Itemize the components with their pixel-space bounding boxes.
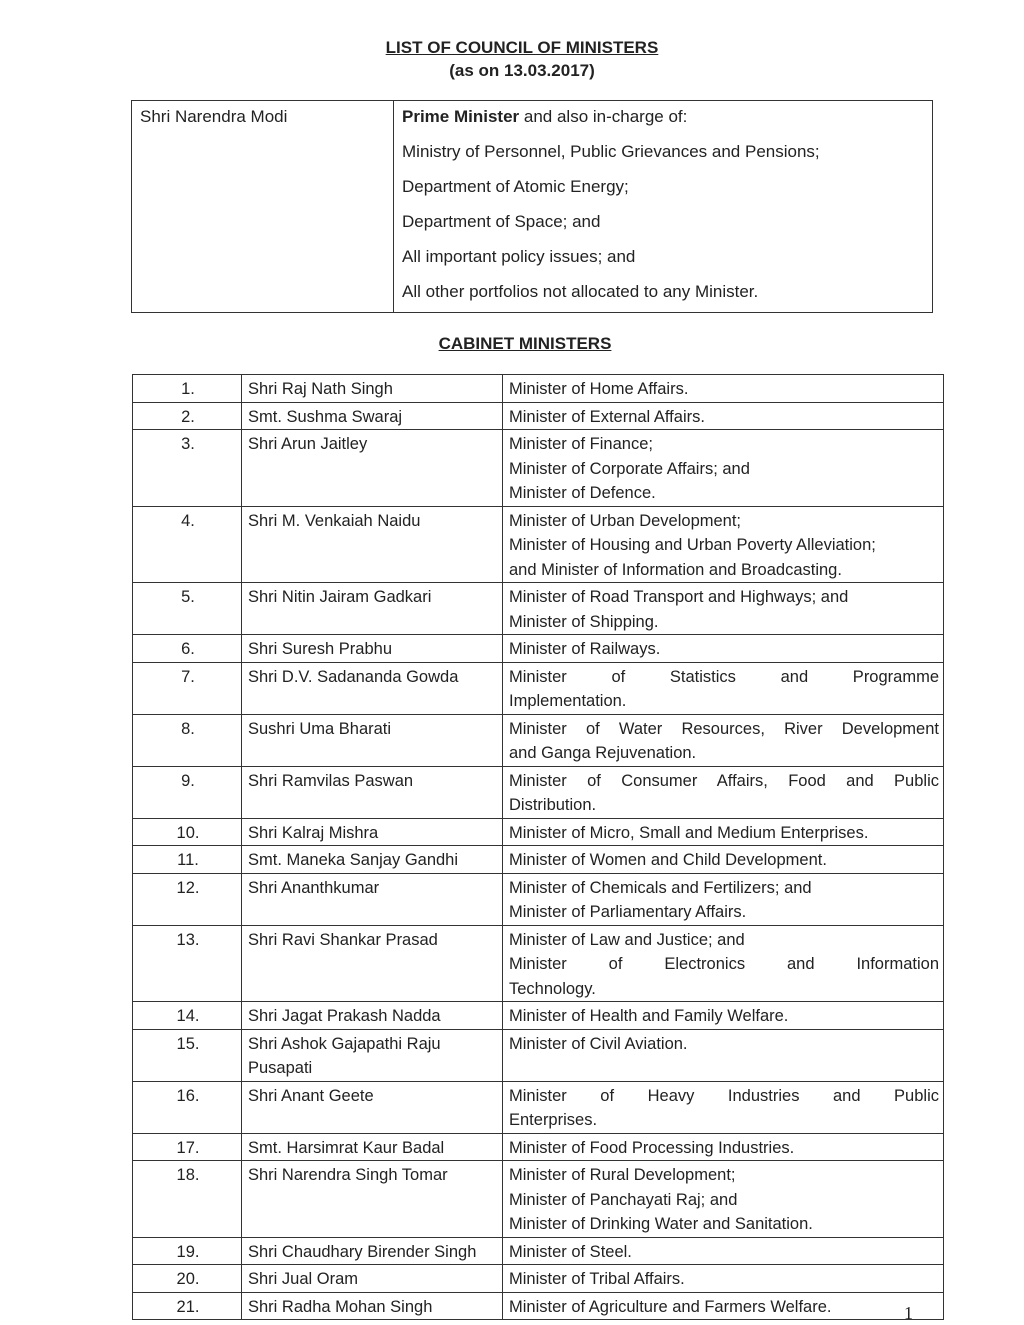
minister-row bbox=[133, 1265, 944, 1293]
portfolio-line: Minister of Parliamentary Affairs. bbox=[509, 903, 747, 921]
pm-name: Shri Narendra Modi bbox=[132, 101, 394, 312]
minister-row bbox=[133, 402, 944, 430]
minister-name: Shri Jagat Prakash Nadda bbox=[242, 1002, 503, 1030]
minister-name: Shri Raj Nath Singh bbox=[242, 375, 503, 403]
portfolio-line: Distribution. bbox=[509, 796, 597, 814]
minister-row bbox=[133, 846, 944, 874]
minister-number: 9. bbox=[133, 766, 242, 818]
minister-portfolio bbox=[503, 1237, 944, 1265]
minister-number: 7. bbox=[133, 662, 242, 714]
portfolio-line: Minister of Home Affairs. bbox=[509, 380, 689, 398]
minister-portfolio bbox=[503, 714, 944, 766]
minister-number: 16. bbox=[133, 1081, 242, 1133]
portfolio-line: Minister of Panchayati Raj; and bbox=[509, 1190, 738, 1209]
minister-name: Shri Jual Oram bbox=[242, 1265, 503, 1293]
portfolio-line: Minister of Defence. bbox=[509, 484, 656, 502]
minister-portfolio bbox=[503, 1292, 944, 1320]
pm-role-line bbox=[402, 105, 932, 140]
minister-row bbox=[133, 1161, 944, 1238]
minister-row bbox=[133, 583, 944, 635]
section-title: CABINET MINISTERS bbox=[438, 334, 612, 353]
minister-number: 8. bbox=[133, 714, 242, 766]
portfolio-line: Minister of Micro, Small and Medium Enterprises. bbox=[509, 823, 869, 842]
minister-row bbox=[133, 506, 944, 583]
portfolio-line: Minister of Steel. bbox=[509, 1242, 632, 1261]
portfolio-line: Implementation. bbox=[509, 692, 627, 710]
portfolio-line: Minister of Shipping. bbox=[509, 612, 659, 631]
minister-number: 20. bbox=[133, 1265, 242, 1293]
minister-row bbox=[133, 1002, 944, 1030]
minister-portfolio bbox=[503, 430, 944, 507]
portfolio-line: and Minister of Information and Broadcasting. bbox=[509, 560, 842, 579]
minister-portfolio bbox=[503, 1002, 944, 1030]
minister-number: 14. bbox=[133, 1002, 242, 1030]
minister-name: Smt. Harsimrat Kaur Badal bbox=[242, 1133, 503, 1161]
minister-name: Smt. Maneka Sanjay Gandhi bbox=[242, 846, 503, 874]
portfolio-line: and Ganga Rejuvenation. bbox=[509, 744, 697, 762]
minister-row bbox=[133, 662, 944, 714]
minister-portfolio bbox=[503, 375, 944, 403]
portfolio-line: Minister of Drinking Water and Sanitation. bbox=[509, 1215, 813, 1233]
portfolio-line: Minister of Railways. bbox=[509, 640, 661, 658]
minister-portfolio bbox=[503, 873, 944, 925]
minister-row bbox=[133, 818, 944, 846]
portfolio-line: Minister of External Affairs. bbox=[509, 407, 705, 426]
minister-portfolio bbox=[503, 846, 944, 874]
minister-portfolio bbox=[503, 1161, 944, 1238]
minister-name: Shri Ananthkumar bbox=[242, 873, 503, 925]
pm-charge: Ministry of Personnel, Public Grievances and Pensions; bbox=[402, 142, 820, 161]
minister-name: Sushri Uma Bharati bbox=[242, 714, 503, 766]
minister-row bbox=[133, 1081, 944, 1133]
minister-number: 11. bbox=[133, 846, 242, 874]
portfolio-line: Minister of Heavy Industries and Public bbox=[509, 1086, 939, 1105]
minister-name: Shri Narendra Singh Tomar bbox=[242, 1161, 503, 1238]
portfolio-line: Minister of Food Processing Industries. bbox=[509, 1138, 795, 1157]
minister-name: Shri Anant Geete bbox=[242, 1081, 503, 1133]
minister-row bbox=[133, 375, 944, 403]
minister-portfolio bbox=[503, 1265, 944, 1293]
minister-number: 21. bbox=[133, 1292, 242, 1320]
minister-name: Shri Ravi Shankar Prasad bbox=[242, 925, 503, 1002]
portfolio-line: Minister of Chemicals and Fertilizers; and bbox=[509, 878, 812, 897]
minister-number: 1. bbox=[133, 375, 242, 403]
prime-minister-box bbox=[131, 100, 933, 313]
pm-roles bbox=[394, 101, 932, 312]
minister-name: Shri Kalraj Mishra bbox=[242, 818, 503, 846]
minister-name: Shri Chaudhary Birender Singh bbox=[242, 1237, 503, 1265]
minister-portfolio bbox=[503, 925, 944, 1002]
portfolio-line: Minister of Women and Child Development. bbox=[509, 851, 827, 869]
portfolio-line: Minister of Law and Justice; and bbox=[509, 930, 745, 949]
minister-number: 2. bbox=[133, 402, 242, 430]
minister-portfolio bbox=[503, 818, 944, 846]
minister-number: 13. bbox=[133, 925, 242, 1002]
portfolio-line: Minister of Corporate Affairs; and bbox=[509, 459, 750, 478]
minister-row bbox=[133, 925, 944, 1002]
portfolio-line: Minister of Housing and Urban Poverty Alleviation; bbox=[509, 536, 876, 554]
minister-number: 10. bbox=[133, 818, 242, 846]
minister-row bbox=[133, 873, 944, 925]
minister-portfolio bbox=[503, 635, 944, 663]
minister-portfolio bbox=[503, 583, 944, 635]
minister-row bbox=[133, 635, 944, 663]
minister-number: 4. bbox=[133, 506, 242, 583]
pm-charge: All important policy issues; and bbox=[402, 247, 636, 266]
portfolio-line: Minister of Urban Development; bbox=[509, 511, 742, 530]
portfolio-line: Technology. bbox=[509, 979, 596, 998]
minister-name: Shri M. Venkaiah Naidu bbox=[242, 506, 503, 583]
minister-portfolio bbox=[503, 402, 944, 430]
minister-number: 3. bbox=[133, 430, 242, 507]
minister-name: Shri Ramvilas Paswan bbox=[242, 766, 503, 818]
document-date: (as on 13.03.2017) bbox=[449, 61, 595, 80]
page-number: 1 bbox=[904, 1303, 913, 1323]
minister-number: 6. bbox=[133, 635, 242, 663]
minister-portfolio bbox=[503, 506, 944, 583]
portfolio-line: Minister of Statistics and Programme bbox=[509, 667, 939, 686]
minister-name: Smt. Sushma Swaraj bbox=[242, 402, 503, 430]
minister-row bbox=[133, 766, 944, 818]
minister-row bbox=[133, 1029, 944, 1081]
minister-name: Shri Arun Jaitley bbox=[242, 430, 503, 507]
minister-portfolio bbox=[503, 1081, 944, 1133]
pm-role-rest: and also in-charge of: bbox=[519, 107, 688, 126]
portfolio-line: Minister of Agriculture and Farmers Welfare. bbox=[509, 1297, 832, 1316]
minister-name: Shri Ashok Gajapathi Raju Pusapati bbox=[242, 1029, 503, 1081]
minister-row bbox=[133, 714, 944, 766]
portfolio-line: Minister of Electronics and Information bbox=[509, 955, 939, 973]
minister-portfolio bbox=[503, 766, 944, 818]
cabinet-ministers-body bbox=[133, 375, 944, 1320]
minister-name: Shri D.V. Sadananda Gowda bbox=[242, 662, 503, 714]
minister-row bbox=[133, 1292, 944, 1320]
minister-number: 19. bbox=[133, 1237, 242, 1265]
minister-name: Shri Nitin Jairam Gadkari bbox=[242, 583, 503, 635]
minister-name: Shri Suresh Prabhu bbox=[242, 635, 503, 663]
portfolio-line: Minister of Finance; bbox=[509, 435, 653, 453]
portfolio-line: Minister of Road Transport and Highways; and bbox=[509, 588, 849, 606]
minister-row bbox=[133, 1237, 944, 1265]
portfolio-line: Minister of Consumer Affairs, Food and Public bbox=[509, 771, 939, 790]
cabinet-ministers-table bbox=[132, 374, 944, 1320]
minister-number: 18. bbox=[133, 1161, 242, 1238]
minister-number: 17. bbox=[133, 1133, 242, 1161]
minister-portfolio bbox=[503, 662, 944, 714]
portfolio-line: Minister of Civil Aviation. bbox=[509, 1034, 688, 1053]
pm-charge: Department of Space; and bbox=[402, 212, 601, 231]
minister-number: 12. bbox=[133, 873, 242, 925]
minister-portfolio bbox=[503, 1133, 944, 1161]
portfolio-line: Enterprises. bbox=[509, 1111, 598, 1129]
portfolio-line: Minister of Tribal Affairs. bbox=[509, 1270, 685, 1288]
pm-charge: Department of Atomic Energy; bbox=[402, 177, 629, 196]
minister-number: 5. bbox=[133, 583, 242, 635]
pm-charge: All other portfolios not allocated to any Minister. bbox=[402, 282, 759, 301]
portfolio-line: Minister of Health and Family Welfare. bbox=[509, 1007, 789, 1025]
minister-name: Shri Radha Mohan Singh bbox=[242, 1292, 503, 1320]
portfolio-line: Minister of Rural Development; bbox=[509, 1166, 736, 1184]
pm-role-bold: Prime Minister bbox=[402, 107, 520, 126]
minister-row bbox=[133, 430, 944, 507]
portfolio-line: Minister of Water Resources, River Development bbox=[509, 719, 939, 738]
document-title: LIST OF COUNCIL OF MINISTERS bbox=[385, 38, 659, 57]
minister-portfolio bbox=[503, 1029, 944, 1081]
minister-number: 15. bbox=[133, 1029, 242, 1081]
minister-row bbox=[133, 1133, 944, 1161]
